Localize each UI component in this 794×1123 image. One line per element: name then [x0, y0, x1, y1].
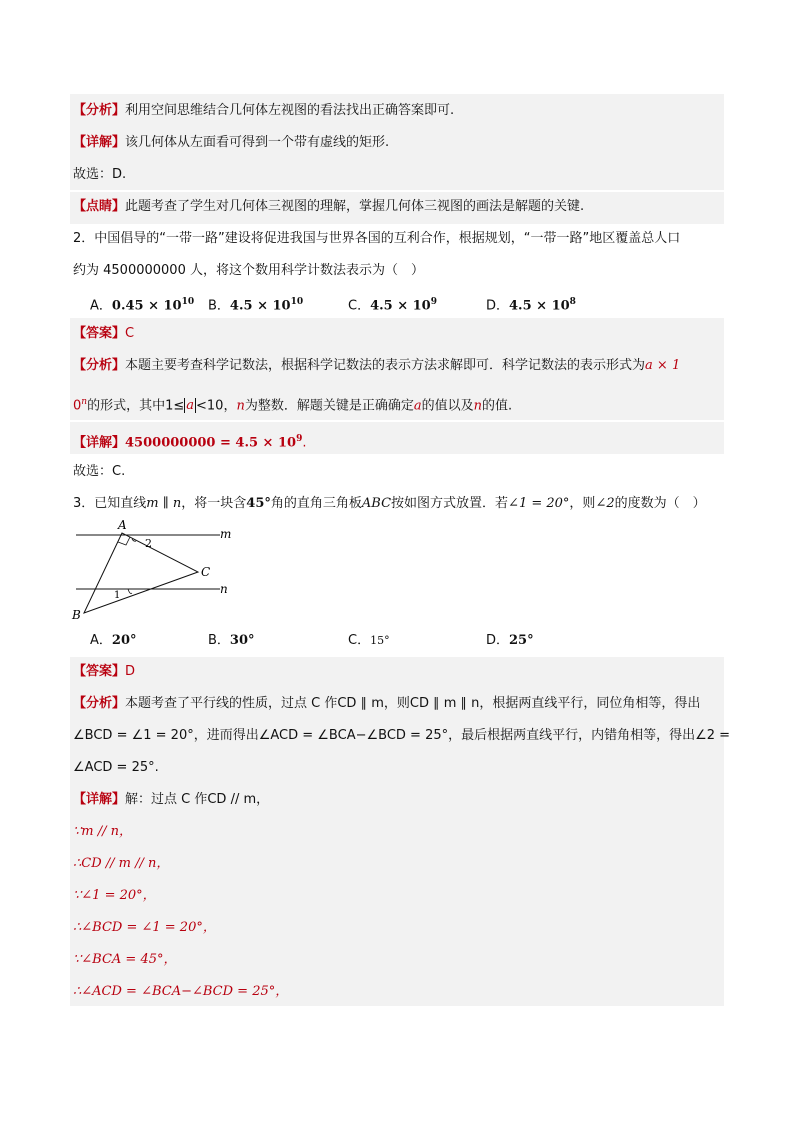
- q3-option-a: A．20°: [90, 633, 137, 648]
- q3-step: ∵∠1 = 20°，: [73, 888, 156, 903]
- highlight-band: [70, 657, 724, 689]
- choice-line: 故选：D.: [73, 167, 127, 182]
- q3-option-d: D．25°: [486, 633, 534, 648]
- label-n: n: [220, 582, 228, 596]
- q2-detail-line: 【详解】$4500000000 = 4.5 \times 10^9$.: [73, 434, 307, 451]
- label-m: m: [220, 527, 232, 541]
- q2-answer-line: 【答案】C: [73, 326, 135, 341]
- question-2-line-1: 2．中国倡导的“一带一路”建设将促进我国与世界各国的互利合作，根据规划，“一带一路”地区覆盖总人口: [73, 231, 681, 246]
- q3-analysis-line-2: ∠BCD = ∠1 = 20°，进而得出∠ACD = ∠BCA−∠BCD = 25°，最后根据两直线平行，内错角相等，得出∠2 =: [73, 728, 731, 743]
- comment-line: 【点睛】此题考查了学生对几何体三视图的理解，掌握几何体三视图的画法是解题的关键.: [73, 199, 585, 214]
- question-3-line-1: 3．已知直线m ∥ n，将一块含45°角的直角三角板ABC按如图方式放置．若∠1 = 20°，则∠2的度数为（ ）: [73, 496, 706, 511]
- q2-option-a: A．$0.45 \times 10^{10}$: [90, 297, 195, 314]
- label-angle-2: 2: [145, 537, 152, 550]
- q3-detail-line: 【详解】解：过点 C 作CD // m，: [73, 792, 270, 807]
- q3-step: ∵∠BCA = 45°，: [73, 952, 177, 967]
- q2-option-c: C．$4.5 \times 10^9$: [348, 297, 437, 314]
- q2-option-b: B．$4.5 \times 10^{10}$: [208, 297, 304, 314]
- highlight-band: [70, 318, 724, 350]
- q3-option-b: B．30°: [208, 633, 255, 648]
- triangle-abc: [84, 533, 198, 613]
- label-a: A: [118, 518, 127, 532]
- q3-answer-line: 【答案】D: [73, 664, 136, 679]
- q2-choice-line: 故选：C.: [73, 464, 126, 479]
- triangle-figure: [70, 515, 240, 623]
- angle-1-arc: [128, 589, 132, 594]
- analysis-line: 【分析】利用空间思维结合几何体左视图的看法找出正确答案即可.: [73, 103, 455, 118]
- q3-step: ∴∠BCD = ∠1 = 20°，: [73, 920, 216, 935]
- detail-line: 【详解】该几何体从左面看可得到一个带有虚线的矩形.: [73, 135, 390, 150]
- q3-analysis-line-3: ∠ACD = 25°.: [73, 760, 159, 775]
- q2-option-d: D．$4.5 \times 10^8$: [486, 297, 576, 314]
- q3-option-c: C．15°: [348, 633, 390, 648]
- label-b: B: [72, 608, 81, 622]
- q3-analysis-line-1: 【分析】本题考查了平行线的性质，过点 C 作CD ∥ m，则CD ∥ m ∥ n，根据两直线平行，同位角相等，得出: [73, 696, 701, 711]
- question-2-line-2: 约为 4500000000 人，将这个数用科学计数法表示为（ ）: [73, 263, 424, 278]
- q2-analysis-line-2: 0$^n$的形式，其中1≤ a <10，n为整数．解题关键是正确确定a的值以及n的值.: [73, 397, 513, 414]
- label-angle-1: 1: [114, 590, 121, 601]
- q3-step: ∵m // n，: [73, 824, 132, 839]
- q3-step: ∴CD // m // n，: [73, 856, 170, 871]
- highlight-band: [70, 785, 724, 1006]
- label-c: C: [201, 565, 211, 579]
- q3-step: ∴∠ACD = ∠BCA−∠BCD = 25°，: [73, 984, 289, 999]
- q2-analysis-line-1: 【分析】本题主要考查科学记数法，根据科学记数法的表示方法求解即可．科学记数法的表示形式为a × 1: [73, 358, 681, 373]
